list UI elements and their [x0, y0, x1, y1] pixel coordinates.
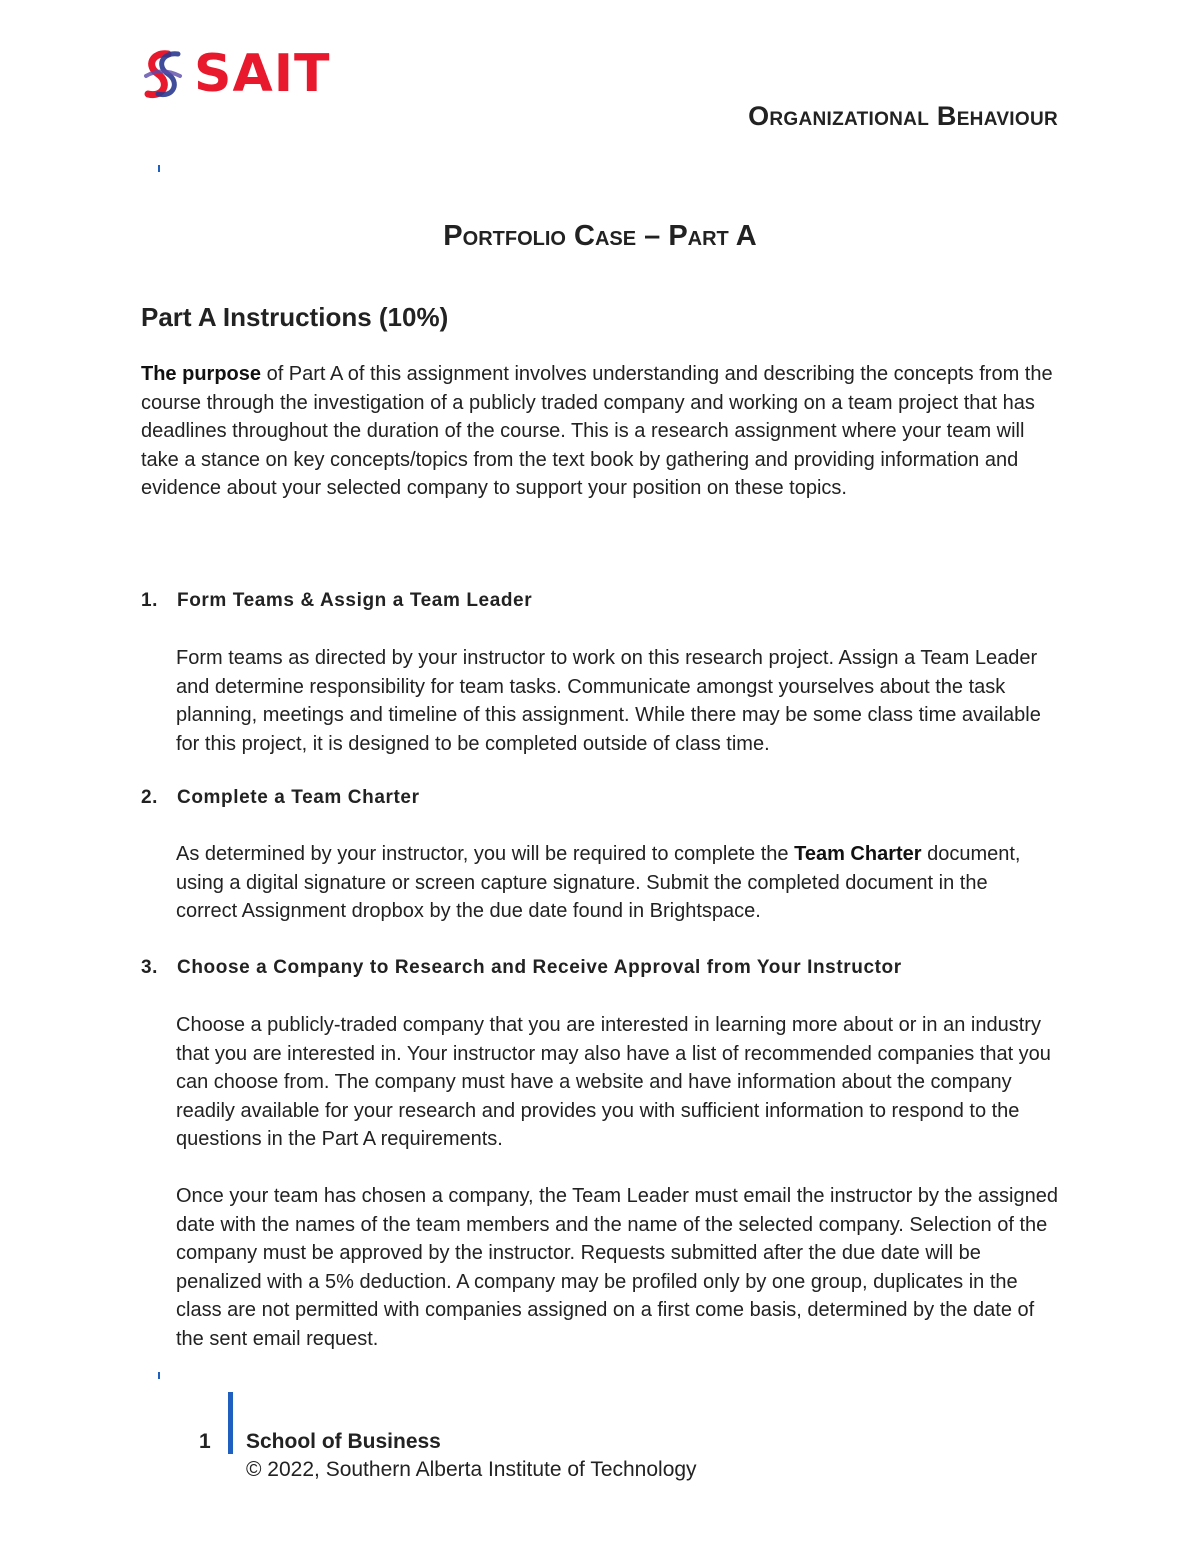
item-paragraph-1: Form teams as directed by your instructor to work on this research project. Assign a Team Leader and determine responsibility for team tasks. Communicate amongst yourselves about the task planning, meetings and timeline of this assignment. While there may be some class time available for this project, it is designed to be completed outside of class time.	[176, 647, 1041, 755]
page-number: 1	[199, 1430, 211, 1453]
course-title: Organizational Behaviour	[748, 101, 1058, 131]
section-heading: Part A Instructions (10%)	[141, 302, 449, 332]
item-title: Choose a Company to Research and Receive Approval from Your Instructor	[177, 957, 902, 978]
item-number: 1.	[141, 590, 159, 611]
item-heading-3	[141, 957, 902, 979]
sait-logo-mark-icon	[138, 46, 190, 102]
intro-lead: The purpose	[141, 363, 262, 385]
footer-school: School of Business	[246, 1430, 441, 1453]
logo-wordmark: SAIT	[194, 44, 331, 104]
margin-marker-bottom	[158, 1372, 160, 1379]
item-paragraph-2	[176, 840, 1036, 926]
item-heading-2	[141, 787, 420, 809]
item-text-post: document, using a digital signature or screen capture signature. Submit the completed document in the correct Assignment dropbox by the due date found in Brightspace.	[176, 843, 1021, 923]
margin-marker-top	[158, 165, 160, 172]
item-number: 2.	[141, 787, 159, 808]
item-heading-1	[141, 590, 532, 612]
item-title: Form Teams & Assign a Team Leader	[177, 590, 533, 611]
page-title: Portfolio Case – Part A	[443, 220, 757, 252]
intro-text: of Part A of this assignment involves understanding and describing the concepts from the course through the investigation of a publicly traded company and working on a team project that has deadlines throughout the duration of the course. This is a research assignment where your team will take a stance on key concepts/topics from the text book by gathering and providing information and evidence about your selected company to support your position on these topics.	[141, 363, 1053, 500]
item-number: 3.	[141, 957, 159, 978]
item-title: Complete a Team Charter	[177, 787, 420, 808]
item-text-pre: As determined by your instructor, you will be required to complete the	[176, 843, 795, 865]
intro-paragraph	[141, 360, 1061, 503]
item-paragraph-3: Choose a publicly-traded company that you are interested in learning more about or in an industry that you are interested in. Your instructor may also have a list of recommended companies that you can choose from. The company must have a website and have information about the company readily available for your research and provides you with sufficient information to respond to the questions in the Part A requirements.	[176, 1014, 1051, 1151]
team-charter-term: Team Charter	[794, 843, 922, 865]
sait-logo	[138, 46, 331, 102]
footer-copyright: © 2022, Southern Alberta Institute of Technology	[246, 1458, 697, 1481]
footer-divider	[228, 1392, 233, 1454]
item-paragraph-3b: Once your team has chosen a company, the Team Leader must email the instructor by the assigned date with the names of the team members and the name of the selected company. Selection of the company must be approved by the instructor. Requests submitted after the due date will be penalized with a 5% deduction. A company may be profiled only by one group, duplicates in the class are not permitted with companies assigned on a first come basis, determined by the date of the sent email request.	[176, 1185, 1058, 1350]
